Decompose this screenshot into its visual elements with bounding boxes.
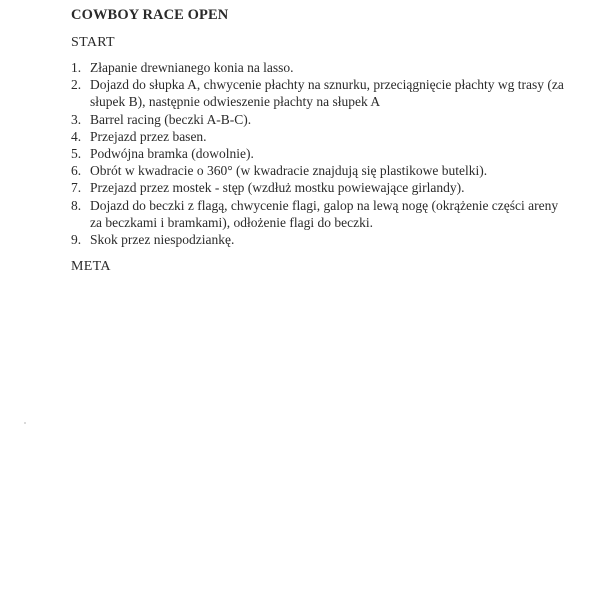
step-text: Przejazd przez mostek - stęp (wzdłuż mostku powiewające girlandy).: [90, 180, 465, 196]
step-text: Przejazd przez basen.: [90, 128, 207, 144]
step-text: Dojazd do słupka A, chwycenie płachty na sznurku, przeciągnięcie płachty wg trasy (za słupek B), następnie odwieszenie płachty na słupek A: [90, 77, 564, 110]
step-text: Barrel racing (beczki A-B-C).: [90, 111, 252, 127]
step-text: Skok przez niespodziankę.: [90, 232, 235, 248]
list-item: [71, 145, 571, 162]
step-number: 1.: [71, 60, 82, 75]
step-text: Dojazd do beczki z flagą, chwycenie flagi, galop na lewą nogę (okrążenie części areny za beczkami i bramkami), odłożenie flagi do beczki.: [90, 197, 559, 230]
step-number: 7.: [71, 180, 82, 196]
list-item: [71, 59, 571, 76]
step-number: 5.: [71, 146, 82, 162]
step-number: 2.: [71, 77, 82, 93]
steps-list: [71, 59, 571, 248]
list-item: [71, 197, 571, 231]
step-number: 8.: [71, 197, 82, 213]
list-item: [71, 179, 571, 196]
list-item: [71, 128, 571, 145]
list-item: [71, 162, 571, 179]
step-text: Złapanie drewnianego konia na lasso.: [90, 60, 294, 75]
step-number: 4.: [71, 128, 82, 144]
step-number: 3.: [71, 111, 82, 127]
scan-speck: [24, 422, 26, 424]
list-item: [71, 76, 571, 110]
step-text: Obrót w kwadracie o 360° (w kwadracie znajdują się plastikowe butelki).: [90, 163, 488, 179]
step-text: Podwójna bramka (dowolnie).: [90, 146, 254, 162]
step-number: 9.: [71, 232, 82, 248]
document-title: COWBOY RACE OPEN: [71, 7, 229, 23]
end-label: META: [71, 259, 111, 274]
list-item: [71, 111, 571, 128]
step-number: 6.: [71, 163, 82, 179]
list-item: [71, 231, 571, 248]
start-label: START: [71, 35, 115, 50]
